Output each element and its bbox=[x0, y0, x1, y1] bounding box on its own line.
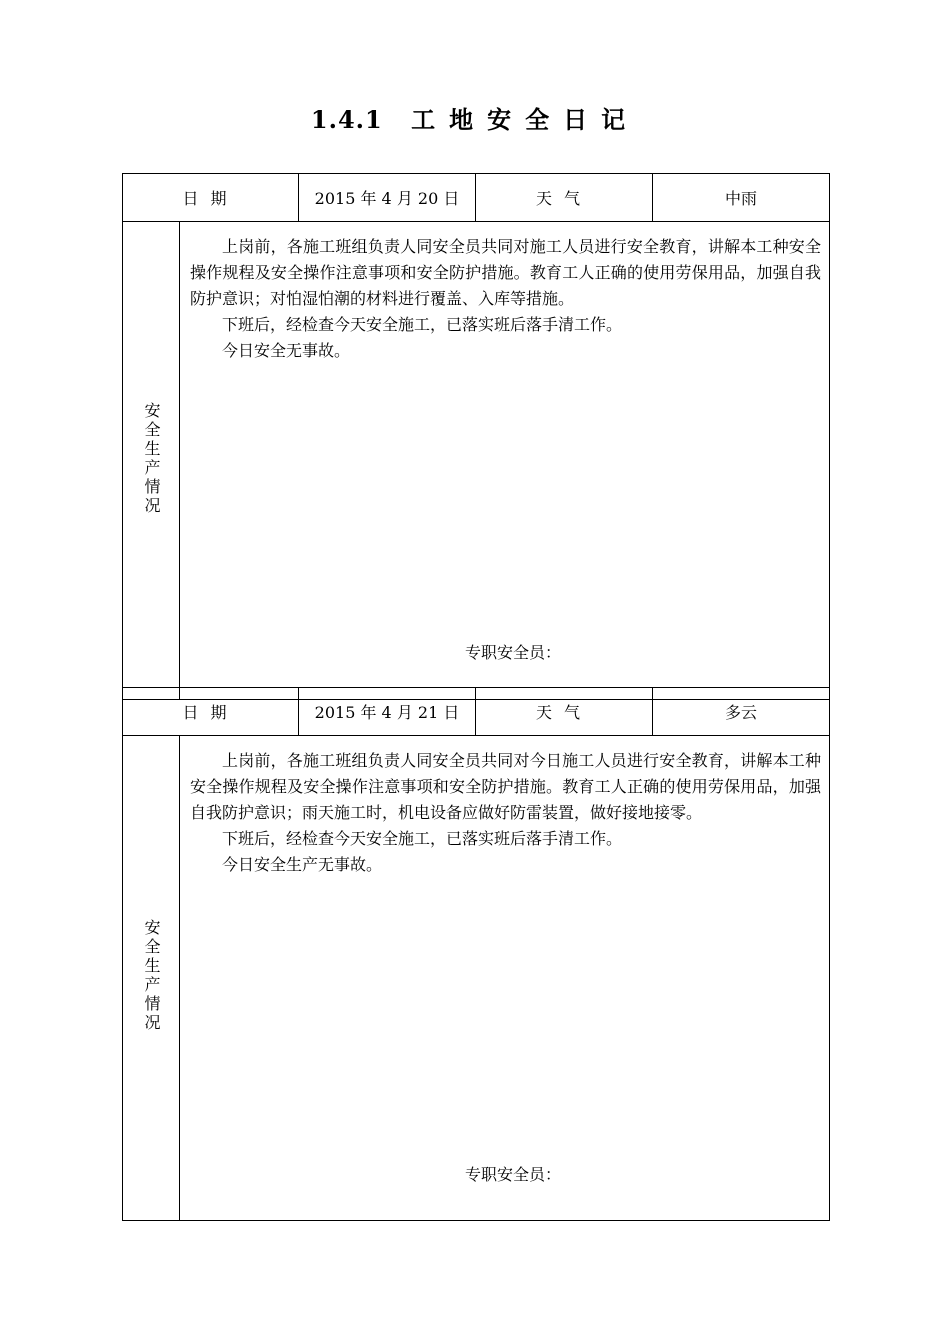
entry-header-row bbox=[123, 688, 830, 736]
safety-officer-label: 专职安全员： bbox=[465, 643, 562, 662]
section-label-cell bbox=[123, 736, 180, 1221]
date-value: 2015 年 4 月 20 日 bbox=[299, 174, 476, 222]
log-entry-2 bbox=[122, 687, 830, 1221]
weather-value: 多云 bbox=[653, 688, 830, 736]
title-text: 工地安全日记 bbox=[411, 105, 640, 134]
log-entry-1 bbox=[122, 173, 830, 700]
weather-label: 天气 bbox=[476, 174, 653, 222]
paragraph-2: 下班后，经检查今天安全施工，已落实班后落手清工作。 bbox=[222, 315, 623, 334]
safety-officer-label: 专职安全员： bbox=[465, 1165, 562, 1184]
section-label: 安全生产情况 bbox=[142, 401, 161, 516]
page-title bbox=[0, 100, 950, 135]
weather-value: 中雨 bbox=[653, 174, 830, 222]
entry-body-row bbox=[123, 736, 830, 1221]
entry-body-row bbox=[123, 222, 830, 700]
section-label-cell bbox=[123, 222, 180, 700]
content-cell bbox=[180, 736, 830, 1221]
section-label: 安全生产情况 bbox=[142, 919, 161, 1033]
date-label: 日期 bbox=[123, 688, 299, 736]
content-cell bbox=[180, 222, 830, 700]
weather-label: 天气 bbox=[476, 688, 653, 736]
date-value: 2015 年 4 月 21 日 bbox=[299, 688, 476, 736]
entry-header-row bbox=[123, 174, 830, 222]
paragraph-2: 下班后，经检查今天安全施工，已落实班后落手清工作。 bbox=[222, 829, 623, 848]
paragraph-1: 上岗前，各施工班组负责人同安全员共同对今日施工人员进行安全教育，讲解本工种安全操作规程及安全操作注意事项和安全防护措施。教育工人正确的使用劳保用品，加强自我防护意识；雨天施工时，机电设备应做好防雷装置，做好接地接零。 bbox=[190, 751, 822, 822]
date-label: 日期 bbox=[123, 174, 299, 222]
paragraph-3: 今日安全生产无事故。 bbox=[222, 855, 383, 874]
title-number: 1.4.1 bbox=[310, 105, 383, 134]
paragraph-3: 今日安全无事故。 bbox=[222, 341, 351, 360]
paragraph-1: 上岗前，各施工班组负责人同安全员共同对施工人员进行安全教育，讲解本工种安全操作规程及安全操作注意事项和安全防护措施。教育工人正确的使用劳保用品，加强自我防护意识；对怕湿怕潮的材料进行覆盖、入库等措施。 bbox=[190, 237, 822, 308]
